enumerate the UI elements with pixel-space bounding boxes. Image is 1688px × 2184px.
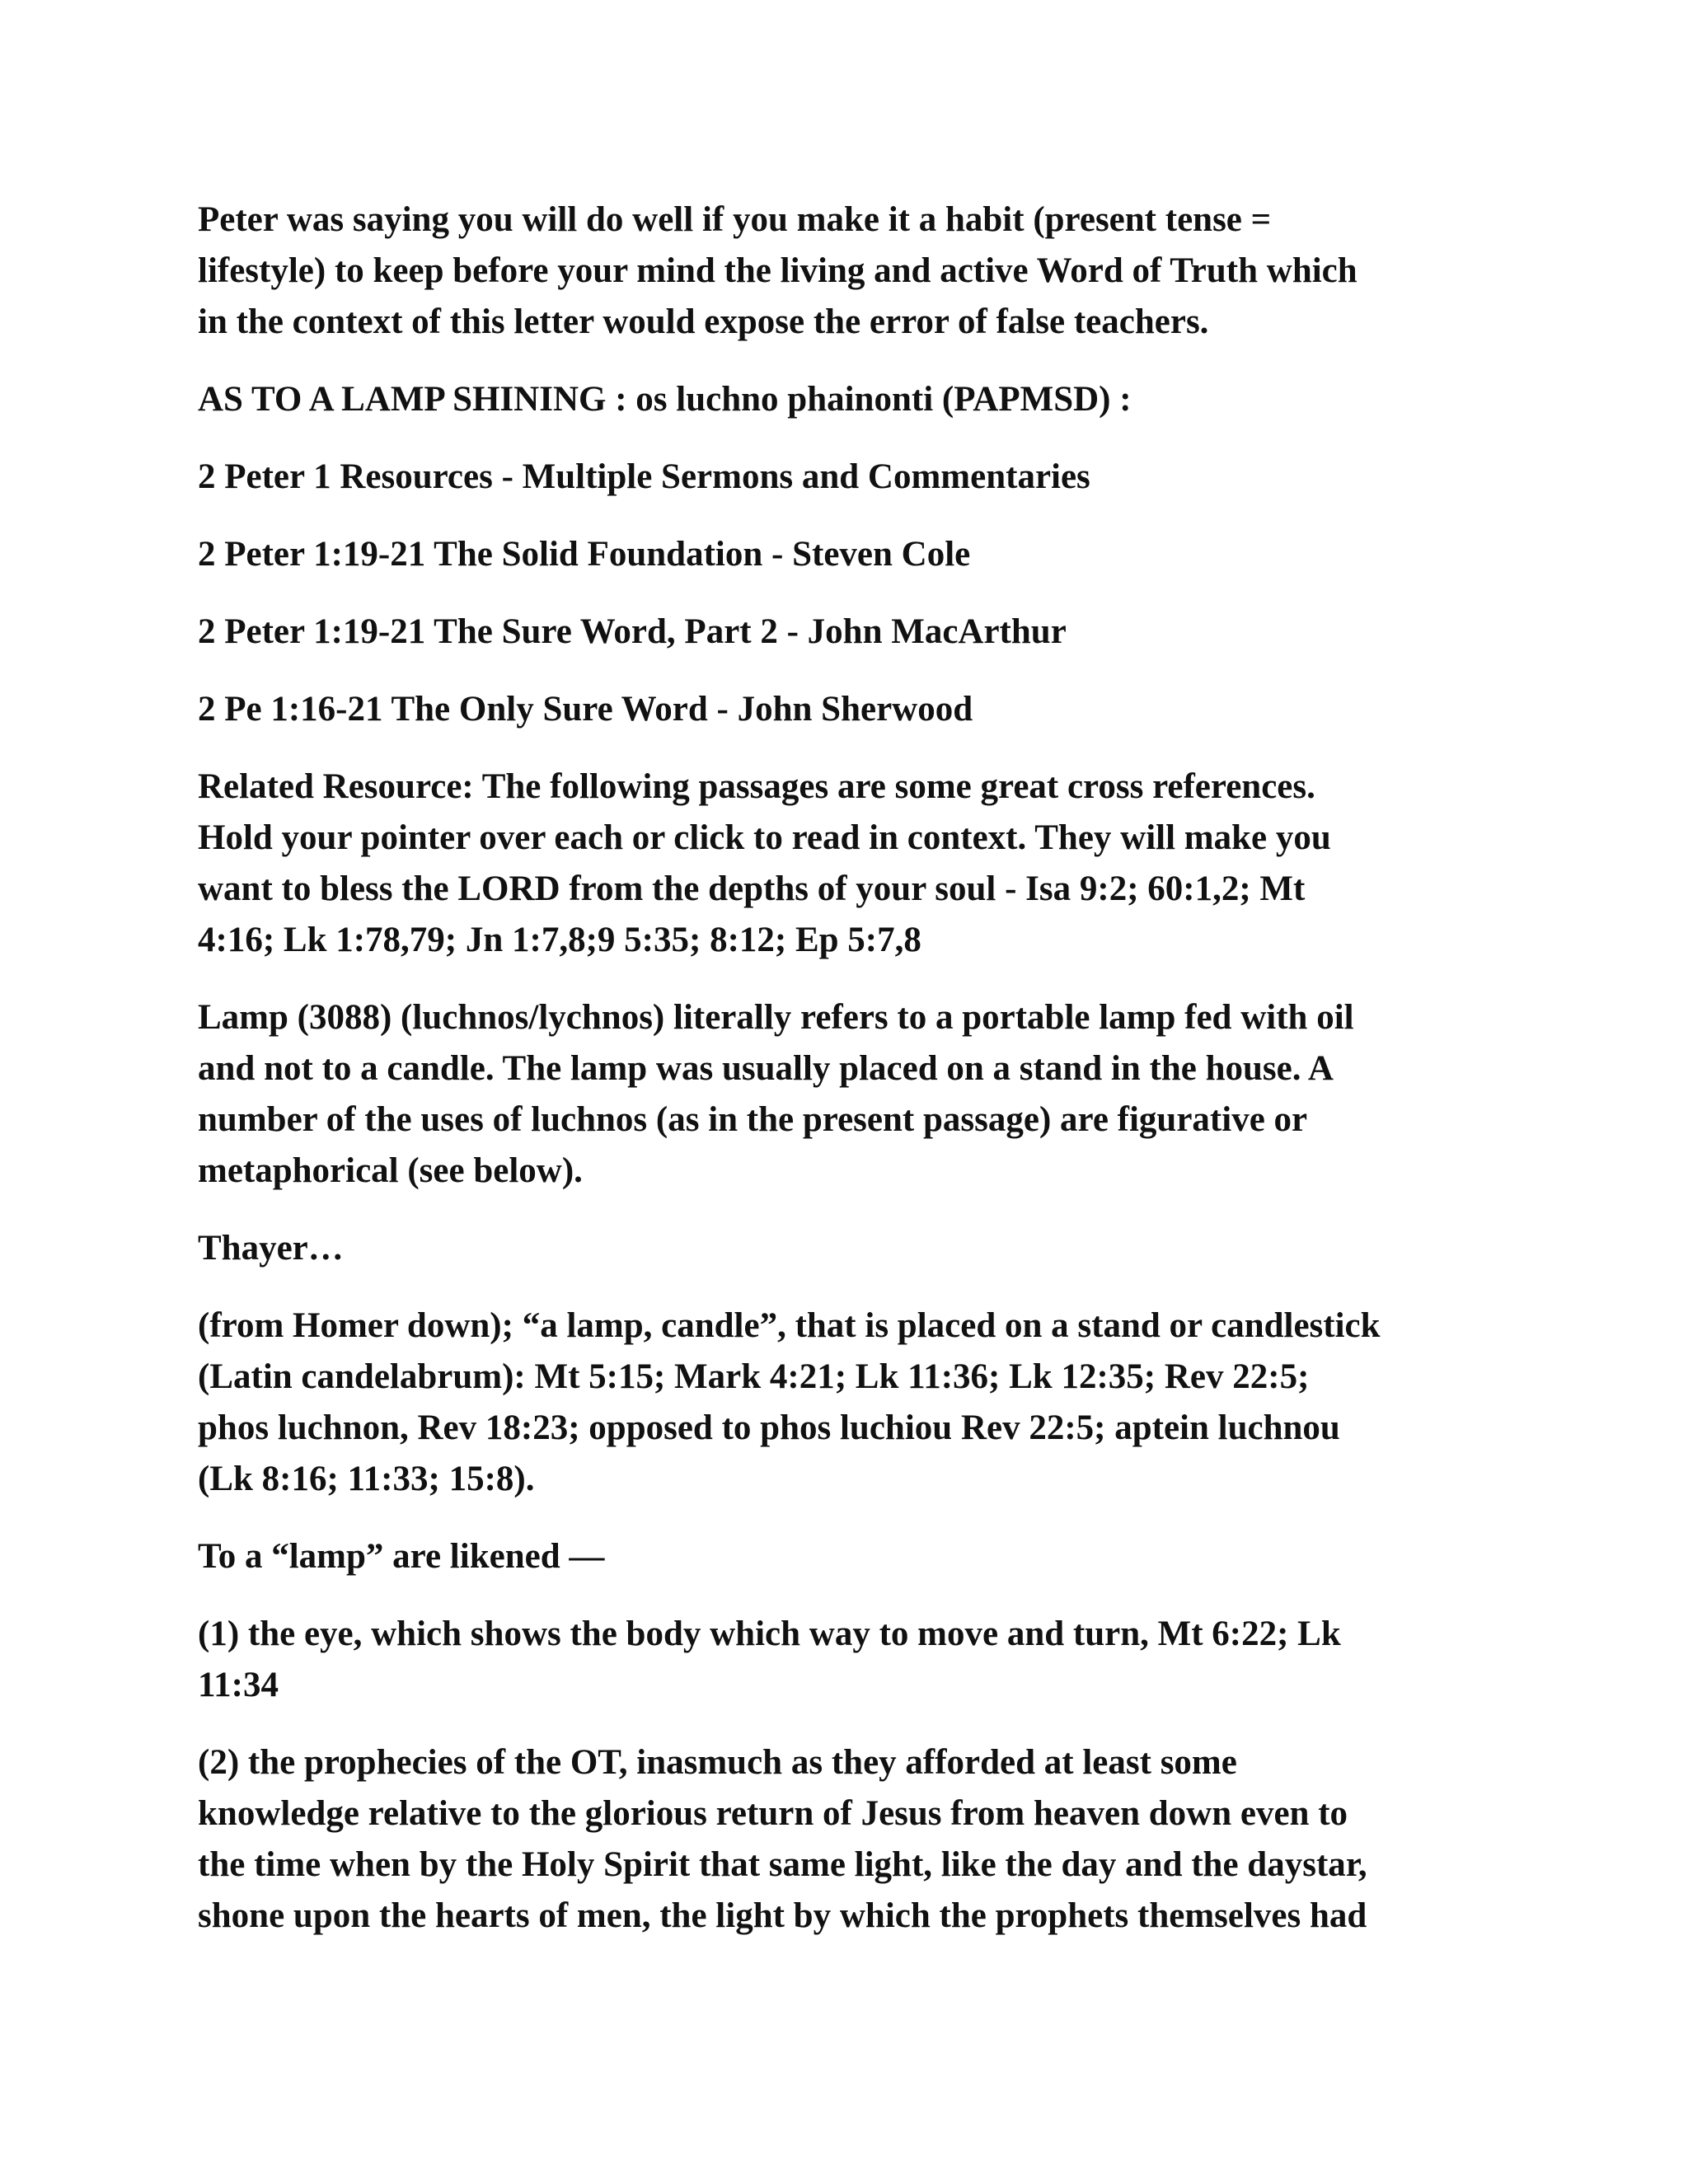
paragraph-peter-habit <box>198 194 1517 348</box>
text-line: (2) the prophecies of the OT, inasmuch as they afforded at least some <box>198 1743 1237 1782</box>
text-line: (1) the eye, which shows the body which way to move and turn, Mt 6:22; Lk <box>198 1615 1341 1653</box>
text-line: (Lk 8:16; 11:33; 15:8). <box>198 1460 535 1498</box>
text-line: Hold your pointer over each or click to read in context. They will make you <box>198 818 1331 857</box>
text-line: lifestyle) to keep before your mind the living and active Word of Truth which <box>198 251 1357 290</box>
text-line: (from Homer down); “a lamp, candle”, that is placed on a stand or candlestick <box>198 1306 1381 1345</box>
text-line: shone upon the hearts of men, the light by which the prophets themselves had <box>198 1896 1367 1935</box>
text-line[interactable]: 2 Pe 1:16-21 The Only Sure Word - John Sherwood <box>198 690 973 729</box>
text-line: 4:16; Lk 1:78,79; Jn 1:7,8;9 5:35; 8:12; Ep 5:7,8 <box>198 921 921 959</box>
paragraph-lamp-definition <box>198 992 1517 1197</box>
paragraph-lamp-likened <box>198 1531 1517 1582</box>
text-line: 11:34 <box>198 1666 279 1704</box>
text-line[interactable]: 2 Peter 1:19-21 The Sure Word, Part 2 - John MacArthur <box>198 612 1067 651</box>
paragraph-thayer <box>198 1223 1517 1274</box>
text-line[interactable]: 2 Peter 1:19-21 The Solid Foundation - Steven Cole <box>198 535 971 574</box>
text-line: Related Resource: The following passages are some great cross references. <box>198 767 1315 806</box>
text-line: To a “lamp” are likened — <box>198 1537 605 1576</box>
resource-link-sure-word[interactable] <box>198 607 1517 658</box>
resource-link-multiple-sermons[interactable] <box>198 452 1517 503</box>
paragraph-related-resource <box>198 762 1517 966</box>
document-body <box>198 194 1517 1968</box>
paragraph-from-homer <box>198 1301 1517 1505</box>
text-line: phos luchnon, Rev 18:23; opposed to phos luchiou Rev 22:5; aptein luchnou <box>198 1408 1340 1447</box>
resource-link-solid-foundation[interactable] <box>198 529 1517 580</box>
text-line: Lamp (3088) (luchnos/lychnos) literally refers to a portable lamp fed with oil <box>198 998 1354 1037</box>
text-line: and not to a candle. The lamp was usually placed on a stand in the house. A <box>198 1049 1334 1088</box>
text-line: Thayer… <box>198 1229 344 1268</box>
text-line: the time when by the Holy Spirit that same light, like the day and the daystar, <box>198 1845 1367 1884</box>
text-line: AS TO A LAMP SHINING : os luchno phainonti (PAPMSD) : <box>198 380 1132 419</box>
text-line: (Latin candelabrum): Mt 5:15; Mark 4:21; Lk 11:36; Lk 12:35; Rev 22:5; <box>198 1357 1310 1396</box>
text-line: number of the uses of luchnos (as in the present passage) are figurative or <box>198 1100 1308 1139</box>
text-line: want to bless the LORD from the depths of your soul - Isa 9:2; 60:1,2; Mt <box>198 869 1306 908</box>
text-line: in the context of this letter would expose the error of false teachers. <box>198 302 1209 341</box>
text-line: Peter was saying you will do well if you make it a habit (present tense = <box>198 200 1272 239</box>
text-line: knowledge relative to the glorious return of Jesus from heaven down even to <box>198 1794 1348 1833</box>
text-line: metaphorical (see below). <box>198 1151 583 1190</box>
paragraph-prophecies <box>198 1737 1517 1942</box>
text-line[interactable]: 2 Peter 1 Resources - Multiple Sermons and Commentaries <box>198 457 1090 496</box>
paragraph-the-eye <box>198 1609 1517 1711</box>
section-heading-lamp-shining <box>198 374 1517 425</box>
resource-link-only-sure-word[interactable] <box>198 684 1517 735</box>
